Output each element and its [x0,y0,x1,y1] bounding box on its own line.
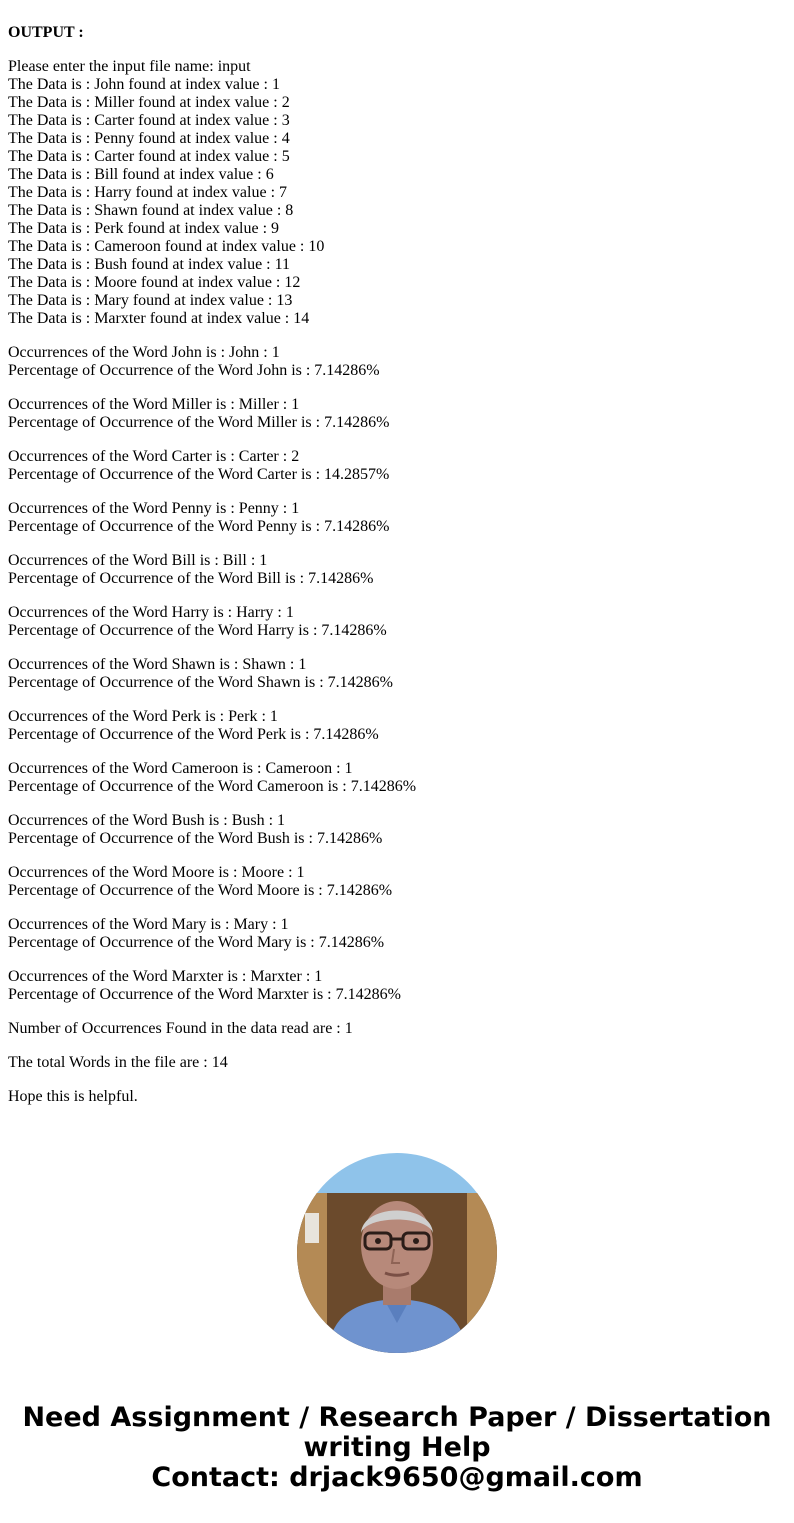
occurrence-percent-line: Percentage of Occurrence of the Word Marxter is : 7.14286% [8,986,401,1003]
occurrence-count-line: Occurrences of the Word Moore is : Moore : 1 [8,864,305,881]
occurrence-count-line: Occurrences of the Word John is : John : 1 [8,344,280,361]
promo-line-1: Need Assignment / Research Paper / Dissertation [22,1402,772,1433]
data-line: The Data is : Carter found at index value : 3 [8,112,290,129]
data-line: The Data is : Miller found at index value : 2 [8,94,290,111]
data-line: The Data is : Shawn found at index value : 8 [8,202,294,219]
closing-note: Hope this is helpful. [8,1088,138,1105]
occurrence-percent-line: Percentage of Occurrence of the Word Penny is : 7.14286% [8,518,390,535]
occurrence-count-line: Occurrences of the Word Carter is : Carter : 2 [8,448,300,465]
occurrence-percent-line: Percentage of Occurrence of the Word Cameroon is : 7.14286% [8,778,417,795]
summary-found: Number of Occurrences Found in the data read are : 1 [8,1020,353,1037]
occurrence-count-line: Occurrences of the Word Marxter is : Marxter : 1 [8,968,323,985]
occurrence-percent-line: Percentage of Occurrence of the Word Bush is : 7.14286% [8,830,383,847]
occurrence-percent-line: Percentage of Occurrence of the Word Perk is : 7.14286% [8,726,379,743]
data-line: The Data is : Marxter found at index value : 14 [8,310,310,327]
avatar-eye-right [413,1238,419,1244]
occurrence-count-line: Occurrences of the Word Shawn is : Shawn : 1 [8,656,307,673]
occurrence-count-line: Occurrences of the Word Harry is : Harry : 1 [8,604,294,621]
data-line: The Data is : John found at index value : 1 [8,76,280,93]
occurrence-percent-line: Percentage of Occurrence of the Word Bill is : 7.14286% [8,570,374,587]
occurrence-block [8,344,778,380]
occurrence-percent-line: Percentage of Occurrence of the Word Harry is : 7.14286% [8,622,387,639]
occurrence-block [8,604,778,640]
avatar-panel-right [467,1193,497,1333]
occurrence-block [8,864,778,900]
data-line: The Data is : Cameroon found at index value : 10 [8,238,325,255]
output-heading: OUTPUT : [8,24,84,41]
occurrence-percent-line: Percentage of Occurrence of the Word Shawn is : 7.14286% [8,674,393,691]
data-line: The Data is : Bush found at index value : 11 [8,256,291,273]
occurrence-count-line: Occurrences of the Word Penny is : Penny : 1 [8,500,300,517]
author-avatar [297,1153,497,1353]
occurrence-percent-line: Percentage of Occurrence of the Word Moore is : 7.14286% [8,882,393,899]
promo-line-2: writing Help [303,1432,491,1463]
occurrence-block [8,552,778,588]
summary-total: The total Words in the file are : 14 [8,1054,228,1071]
data-line: The Data is : Carter found at index value : 5 [8,148,290,165]
data-line: The Data is : Bill found at index value : 6 [8,166,274,183]
input-prompt-line: Please enter the input file name: input [8,58,251,75]
occurrence-block [8,656,778,692]
avatar-eye-left [375,1238,381,1244]
occurrence-count-line: Occurrences of the Word Cameroon is : Cameroon : 1 [8,760,353,777]
promo-contact-line: Contact: drjack9650@gmail.com [151,1462,643,1493]
data-listing [8,58,778,328]
occurrence-percent-line: Percentage of Occurrence of the Word Mary is : 7.14286% [8,934,385,951]
data-line: The Data is : Harry found at index value : 7 [8,184,288,201]
occurrence-block [8,812,778,848]
program-output [8,24,778,1122]
occurrence-block [8,500,778,536]
occurrence-count-line: Occurrences of the Word Miller is : Miller : 1 [8,396,300,413]
occurrence-count-line: Occurrences of the Word Bush is : Bush : 1 [8,812,286,829]
data-line: The Data is : Moore found at index value : 12 [8,274,301,291]
occurrence-block [8,396,778,432]
occurrence-count-line: Occurrences of the Word Mary is : Mary : 1 [8,916,289,933]
occurrence-block [8,916,778,952]
occurrence-block [8,968,778,1004]
data-line: The Data is : Penny found at index value : 4 [8,130,290,147]
promo-banner [0,1403,794,1493]
data-line: The Data is : Perk found at index value : 9 [8,220,280,237]
occurrence-percent-line: Percentage of Occurrence of the Word Miller is : 7.14286% [8,414,390,431]
occurrence-block [8,708,778,744]
occurrence-percent-line: Percentage of Occurrence of the Word Carter is : 14.2857% [8,466,390,483]
occurrence-count-line: Occurrences of the Word Perk is : Perk : 1 [8,708,278,725]
data-line: The Data is : Mary found at index value : 13 [8,292,293,309]
occurrence-block [8,448,778,484]
person-photo-icon [297,1153,497,1353]
avatar-switchboard [305,1213,319,1243]
occurrence-percent-line: Percentage of Occurrence of the Word John is : 7.14286% [8,362,380,379]
occurrence-count-line: Occurrences of the Word Bill is : Bill : 1 [8,552,268,569]
occurrence-block [8,760,778,796]
